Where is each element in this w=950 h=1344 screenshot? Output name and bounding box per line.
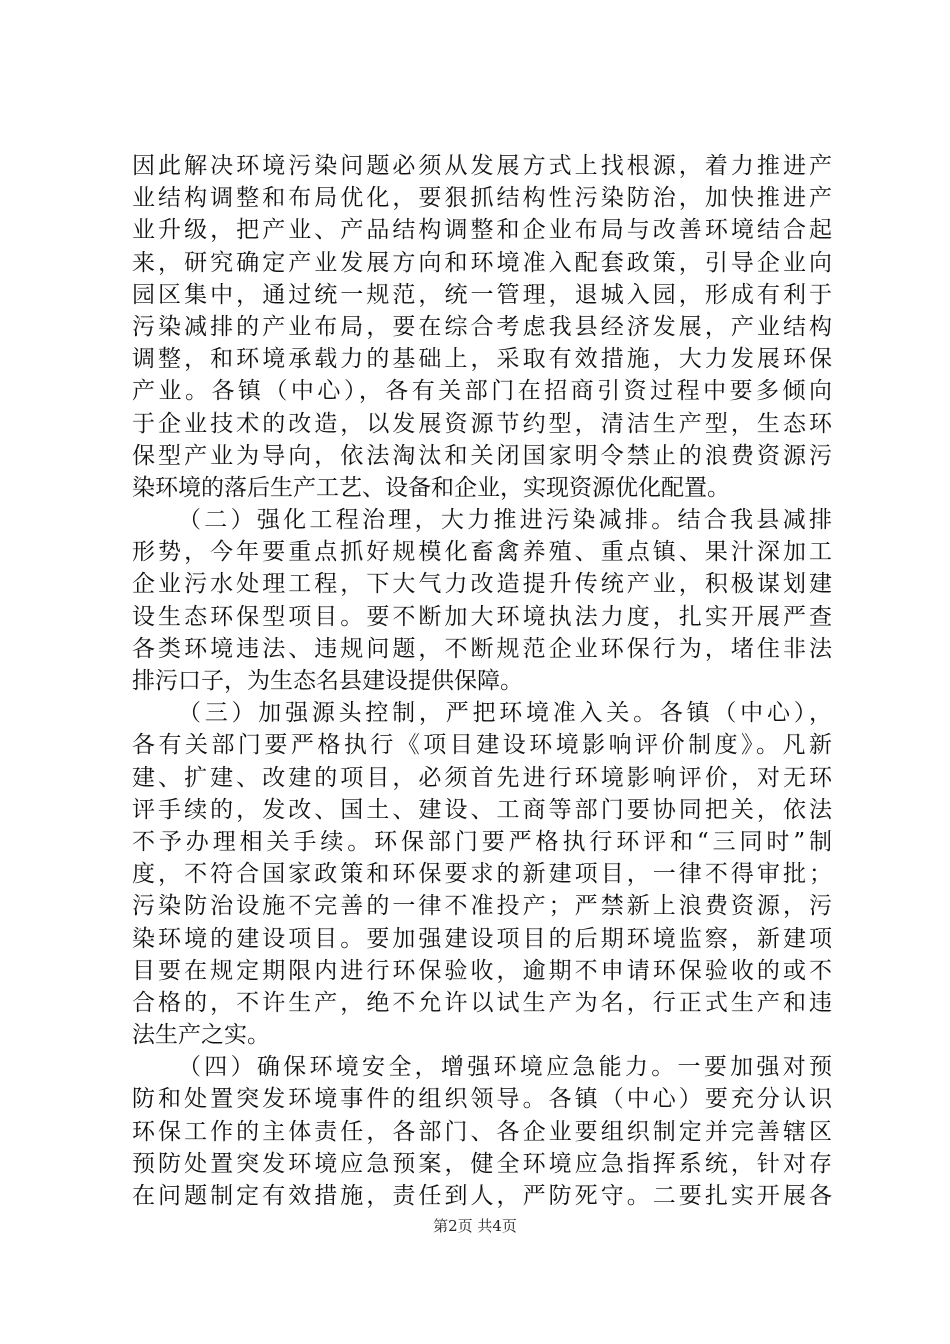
text-line: 不予办理相关手续。环保部门要严格执行环评和“三同时”制	[132, 828, 832, 855]
text-line: （二）强化工程治理，大力推进污染减排。结合我县减排	[178, 507, 832, 534]
text-line: 目要在规定期限内进行环保验收，逾期不申请环保验收的或不	[132, 957, 832, 984]
text-line: 染环境的建设项目。要加强建设项目的后期环境监察，新建项	[132, 925, 832, 952]
text-line: 保型产业为导向，依法淘汰和关闭国家明令禁止的浪费资源污	[132, 442, 832, 469]
text-line: 法生产之实。	[132, 1022, 270, 1049]
text-line: 在问题制定有效措施，责任到人，严防死守。二要扎实开展各	[132, 1183, 832, 1209]
text-line: 设生态环保型项目。要不断加大环境执法力度，扎实开展严查	[132, 603, 832, 630]
text-line: 形势，今年要重点抓好规模化畜禽养殖、重点镇、果汁深加工	[132, 539, 832, 566]
text-line: 污染防治设施不完善的一律不准投产；严禁新上浪费资源，污	[132, 893, 832, 920]
text-line: 因此解决环境污染问题必须从发展方式上找根源，着力推进产	[132, 153, 832, 179]
text-line: 排污口子，为生态名县建设提供保障。	[132, 668, 523, 694]
text-line: 于企业技术的改造，以发展资源节约型，清洁生产型，生态环	[132, 410, 832, 437]
text-line: 园区集中，通过统一规范，统一管理，退城入园，形成有利于	[132, 281, 832, 308]
text-line: 建、扩建、改建的项目，必须首先进行环境影响评价，对无环	[132, 764, 832, 791]
text-line: 预防处置突发环境应急预案，健全环境应急指挥系统，针对存	[132, 1150, 832, 1177]
page-footer: 第2页 共4页	[433, 1217, 517, 1235]
document-body	[132, 150, 832, 1212]
text-line: 产业。各镇（中心），各有关部门在招商引资过程中要多倾向	[132, 378, 832, 405]
text-line: （三）加强源头控制，严把环境准入关。各镇（中心），	[178, 700, 832, 727]
text-line: 环保工作的主体责任，各部门、各企业要组织制定并完善辖区	[132, 1118, 832, 1145]
text-line: 来，研究确定产业发展方向和环境准入配套政策，引导企业向	[132, 249, 832, 276]
text-line: 评手续的，发改、国土、建设、工商等部门要协同把关，依法	[132, 796, 832, 823]
text-line: 业结构调整和布局优化，要狠抓结构性污染防治，加快推进产	[132, 185, 832, 212]
text-line: （四）确保环境安全，增强环境应急能力。一要加强对预	[178, 1054, 832, 1081]
text-line: 业升级，把产业、产品结构调整和企业布局与改善环境结合起	[132, 217, 832, 244]
text-line: 防和处置突发环境事件的组织领导。各镇（中心）要充分认识	[132, 1086, 832, 1113]
text-line: 度，不符合国家政策和环保要求的新建项目，一律不得审批；	[132, 861, 832, 888]
text-line: 各有关部门要严格执行《项目建设环境影响评价制度》。凡新	[132, 732, 832, 759]
text-line: 企业污水处理工程，下大气力改造提升传统产业，积极谋划建	[132, 571, 832, 598]
text-line: 染环境的落后生产工艺、设备和企业，实现资源优化配置。	[132, 474, 730, 501]
text-line: 调整，和环境承载力的基础上，采取有效措施，大力发展环保	[132, 346, 832, 373]
text-line: 各类环境违法、违规问题，不断规范企业环保行为，堵住非法	[132, 635, 832, 662]
text-line: 合格的，不许生产，绝不允许以试生产为名，行正式生产和违	[132, 989, 832, 1016]
text-line: 污染减排的产业布局，要在综合考虑我县经济发展，产业结构	[132, 313, 832, 340]
